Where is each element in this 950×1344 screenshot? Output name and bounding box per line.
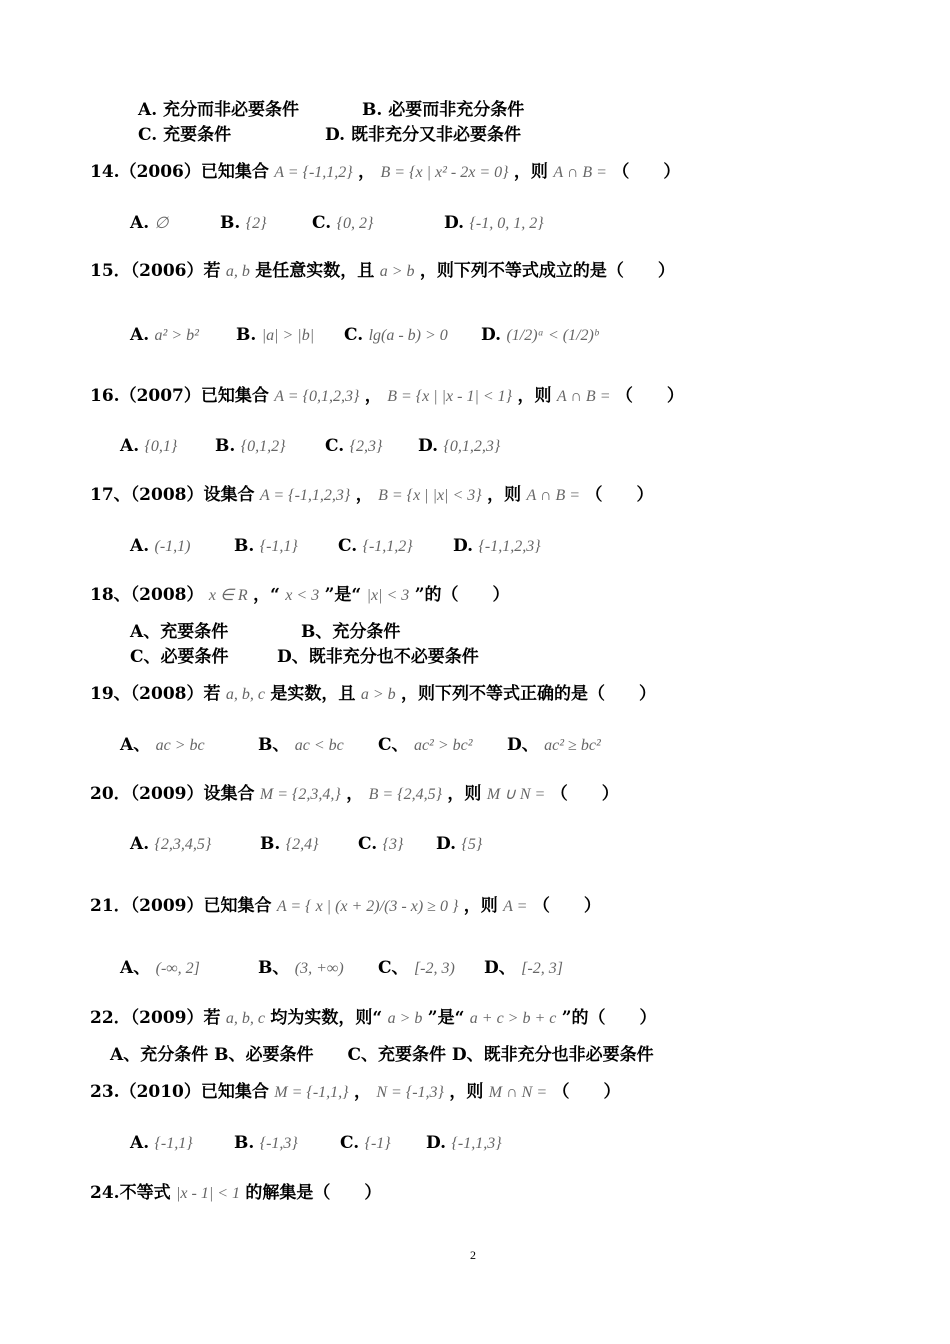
q17-option-c: C. {-1,1,2} (338, 536, 413, 556)
q21-tail: ，则 (463, 896, 498, 916)
question-18 (90, 583, 509, 608)
q17-set-b: B = {x | |x| < 3} (378, 487, 482, 504)
q18-option-b: B、充分条件 (301, 622, 401, 642)
q20-tail: ，则 (447, 784, 482, 804)
q21-option-b: B、 (3, +∞) (258, 958, 344, 978)
q16-option-a: A. {0,1} (120, 436, 178, 456)
q17-paren: （ ） (585, 485, 654, 505)
q19-vars: a, b, c (225, 686, 265, 703)
q14-label: 14.（2006）已知集合 (90, 162, 269, 182)
question-21 (90, 894, 601, 919)
q18-mid2: ”是“ (324, 585, 362, 605)
q15-option-c: C. lg(a - b) > 0 (344, 325, 448, 345)
question-17 (90, 483, 654, 508)
q20-set-b: B = {2,4,5} (368, 786, 442, 803)
q16-label: 16.（2007）已知集合 (90, 386, 269, 406)
q13-option-c: C. 充要条件 (138, 125, 232, 145)
q23-option-d: D. {-1,1,3} (426, 1133, 502, 1153)
q17-option-b: B. {-1,1} (234, 536, 298, 556)
q17-expr: A ∩ B = (526, 487, 581, 504)
q18-option-a: A、充要条件 (130, 622, 229, 642)
q20-label: 20．（2009）设集合 (90, 784, 255, 804)
q19-option-d: D、 ac² ≥ bc² (507, 735, 601, 755)
q14-option-a: A. ∅ (130, 213, 169, 233)
q23-sep: ， (353, 1082, 371, 1102)
q19-mid: 是实数，且 (270, 684, 356, 704)
q14-option-c: C. {0, 2} (312, 213, 374, 233)
q23-option-c: C. {-1} (340, 1133, 391, 1153)
q23-option-b: B. {-1,3} (234, 1133, 298, 1153)
q15-option-d: D. (1/2)ᵃ < (1/2)ᵇ (481, 325, 599, 345)
q15-cond: a > b (379, 263, 415, 280)
q14-option-b: B. {2} (220, 213, 267, 233)
q18-label: 18、（2008） (90, 585, 204, 605)
q17-tail: ，则 (487, 485, 522, 505)
q20-set-m: M = {2,3,4,} (259, 786, 341, 803)
question-19 (90, 682, 656, 707)
q20-option-b: B. {2,4} (260, 834, 319, 854)
q15-tail: ，则下列不等式成立的是（ ） (419, 261, 675, 281)
q21-option-a: A、 (-∞, 2] (120, 958, 200, 978)
q14-sep: ， (358, 162, 376, 182)
q23-set-m: M = {-1,1,} (274, 1084, 349, 1101)
q17-option-a: A. (-1,1) (130, 536, 191, 556)
q18-tail: ”的（ ） (414, 585, 510, 605)
q22-tail: ”的（ ） (561, 1008, 657, 1028)
q24-tail: 的解集是（ ） (245, 1183, 382, 1203)
q22-mid1: 均为实数，则“ (270, 1008, 383, 1028)
q21-option-d: D、 [-2, 3] (484, 958, 563, 978)
q17-label: 17、（2008）设集合 (90, 485, 255, 505)
q21-paren: （ ） (532, 896, 601, 916)
q21-set-a: A = { x | (x + 2)/(3 - x) ≥ 0 } (276, 898, 459, 915)
q16-paren: （ ） (615, 386, 684, 406)
q23-tail: ，则 (449, 1082, 484, 1102)
q16-option-c: C. {2,3} (325, 436, 383, 456)
q18-cond1: x < 3 (285, 587, 320, 604)
q21-option-c: C、 [-2, 3) (378, 958, 455, 978)
q16-tail: ，则 (517, 386, 552, 406)
question-14 (90, 160, 680, 185)
q19-option-b: B、 ac < bc (258, 735, 344, 755)
q14-expr: A ∩ B = (553, 164, 607, 181)
q15-option-a: A. a² > b² (130, 325, 199, 345)
q18-option-c: C、必要条件 (130, 647, 229, 667)
q20-expr: M ∪ N = (486, 786, 546, 803)
q23-option-a: A. {-1,1} (130, 1133, 193, 1153)
q19-option-a: A、 ac > bc (120, 735, 205, 755)
q22-mid2: ”是“ (427, 1008, 465, 1028)
question-16 (90, 384, 684, 409)
q22-options: A、充分条件 B、必要条件 C、充要条件 D、既非充分也非必要条件 (110, 1045, 654, 1065)
q15-option-b: B. |a| > |b| (236, 325, 315, 345)
q13-option-d: D. 既非充分又非必要条件 (325, 125, 521, 145)
q14-set-b: B = {x | x² - 2x = 0} (380, 164, 509, 181)
q20-option-d: D. {5} (436, 834, 483, 854)
q22-vars: a, b, c (225, 1010, 265, 1027)
q14-set-a: A = {-1,1,2} (274, 164, 353, 181)
question-15 (90, 259, 675, 284)
q18-domain: x ∈ R (208, 587, 248, 604)
q14-option-d: D. {-1, 0, 1, 2} (444, 213, 544, 233)
page-number: 2 (470, 1248, 476, 1262)
q24-ineq: |x - 1| < 1 (175, 1185, 241, 1202)
q15-label: 15．（2006）若 (90, 261, 221, 281)
q19-tail: ，则下列不等式正确的是（ ） (401, 684, 657, 704)
q16-option-d: D. {0,1,2,3} (418, 436, 501, 456)
q14-paren: （ ） (612, 162, 681, 182)
q16-set-b: B = {x | |x - 1| < 1} (387, 388, 513, 405)
q17-sep: ， (355, 485, 373, 505)
q21-expr: A = (503, 898, 528, 915)
q22-label: 22．（2009）若 (90, 1008, 221, 1028)
question-24 (90, 1181, 381, 1206)
q23-set-n: N = {-1,3} (376, 1084, 444, 1101)
q23-paren: （ ） (552, 1082, 621, 1102)
q20-option-c: C. {3} (358, 834, 404, 854)
q16-sep: ， (364, 386, 382, 406)
q17-option-d: D. {-1,1,2,3} (453, 536, 541, 556)
q16-expr: A ∩ B = (556, 388, 611, 405)
q14-tail: ，则 (513, 162, 548, 182)
q16-option-b: B. {0,1,2} (215, 436, 286, 456)
q13-option-b: B. 必要而非充分条件 (362, 100, 525, 120)
q20-sep: ， (346, 784, 364, 804)
q17-set-a: A = {-1,1,2,3} (259, 487, 351, 504)
q19-label: 19、（2008）若 (90, 684, 221, 704)
q21-label: 21．（2009）已知集合 (90, 896, 272, 916)
q22-cond2: a + c > b + c (469, 1010, 557, 1027)
q15-mid: 是任意实数，且 (255, 261, 375, 281)
question-20 (90, 782, 619, 807)
question-23 (90, 1080, 621, 1105)
q13-option-a: A. 充分而非必要条件 (138, 100, 300, 120)
q24-label: 24.不等式 (90, 1183, 171, 1203)
q15-vars: a, b (225, 263, 250, 280)
q19-cond: a > b (360, 686, 396, 703)
q18-mid1: ，“ (253, 585, 280, 605)
q18-option-d: D、既非充分也不必要条件 (277, 647, 479, 667)
q22-cond1: a > b (387, 1010, 423, 1027)
q20-paren: （ ） (550, 784, 619, 804)
q20-option-a: A. {2,3,4,5} (130, 834, 212, 854)
question-22 (90, 1006, 657, 1031)
q19-option-c: C、 ac² > bc² (378, 735, 473, 755)
q23-label: 23.（2010）已知集合 (90, 1082, 269, 1102)
q18-cond2: |x| < 3 (366, 587, 410, 604)
q16-set-a: A = {0,1,2,3} (274, 388, 360, 405)
q23-expr: M ∩ N = (488, 1084, 548, 1101)
